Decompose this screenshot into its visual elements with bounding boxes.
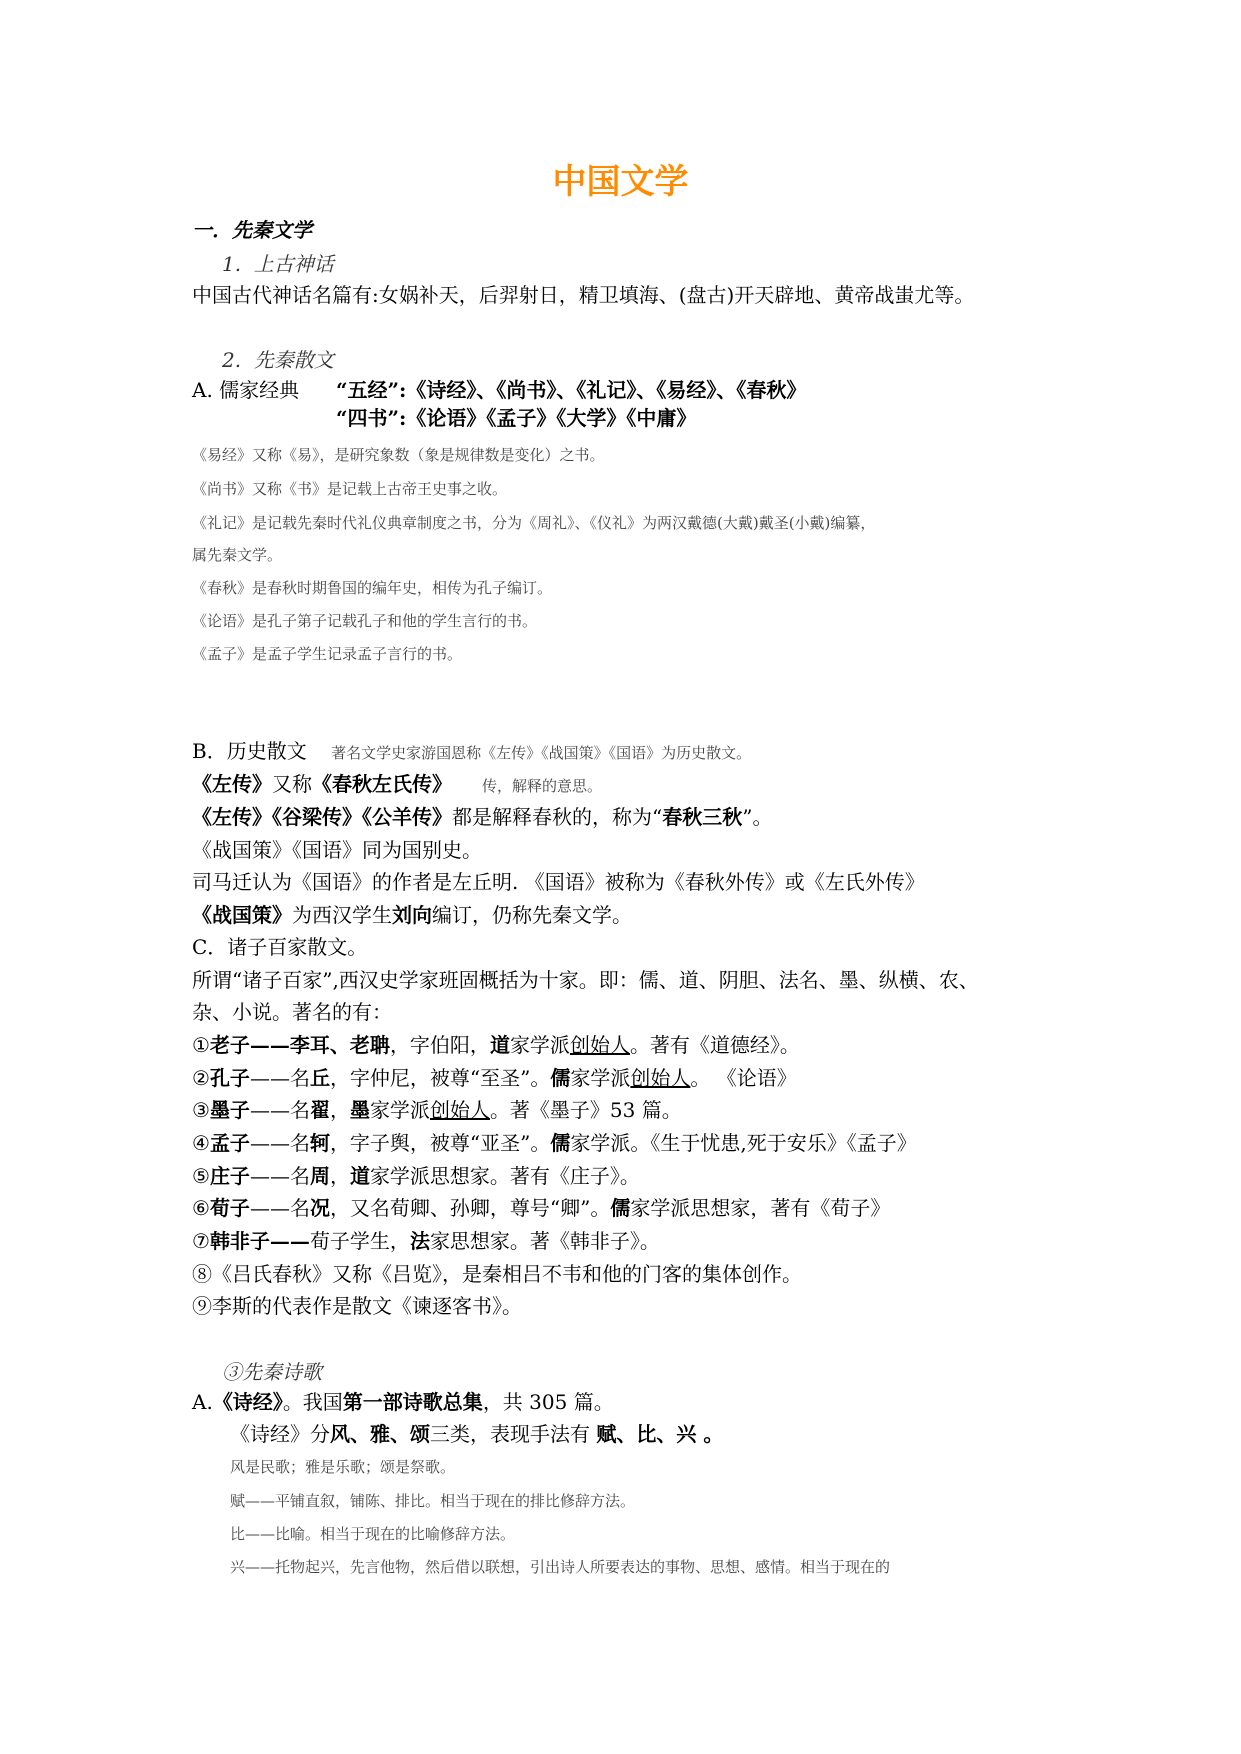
list-item-mengzi xyxy=(192,1129,917,1157)
text: 家学派。《生于忧患,死于安乐》《孟子》 xyxy=(570,1131,917,1155)
given-name: 周 xyxy=(309,1164,330,1188)
school: 法 xyxy=(409,1229,430,1253)
myth-text: 中国古代神话名篇有:女娲补天，后羿射日，精卫填海、(盘古)开天辟地、黄帝战蚩尤等。 xyxy=(192,283,975,307)
zuozhuan: 《左传》 xyxy=(192,772,272,796)
num: ⑤ xyxy=(192,1164,210,1188)
sishu-line: “四书”:《论语》《孟子》《大学》《中庸》 xyxy=(336,406,697,430)
text: 家学派思想家，著有《荀子》 xyxy=(630,1196,891,1220)
text: 家学派思想家。著有《庄子》。 xyxy=(369,1164,640,1188)
three-commentaries: 《左传》《谷梁传》《公羊传》 xyxy=(192,805,452,829)
name: 孟子 xyxy=(209,1131,250,1155)
text: ——名 xyxy=(249,1131,310,1155)
list-item-mozi xyxy=(192,1096,682,1124)
text: 。我国 xyxy=(282,1390,343,1414)
school: 道 xyxy=(489,1033,510,1057)
zhanguoce: 《战国策》 xyxy=(192,903,292,927)
note-liji-cont: 属先秦文学。 xyxy=(192,546,283,564)
label-b: B．历史散文 xyxy=(192,739,307,763)
text: ， xyxy=(329,1164,350,1188)
note-xing: 兴——托物起兴，先言他物，然后借以联想，引出诗人所要表达的事物、思想、感情。相当于现在的 xyxy=(230,1558,891,1576)
num: ③ xyxy=(192,1098,210,1122)
text: 为西汉学生 xyxy=(292,903,392,927)
name: 韩非子—— xyxy=(209,1229,310,1253)
note-yijing: 《易经》又称《易》，是研究象数（象是规律数是变化）之书。 xyxy=(192,446,605,464)
text: 。著有《道德经》。 xyxy=(629,1033,800,1057)
founder: 创始人 xyxy=(429,1098,490,1122)
num: ⑦ xyxy=(192,1229,210,1253)
note-liji: 《礼记》是记载先秦时代礼仪典章制度之书，分为《周礼》、《仪礼》为两汉戴德(大戴)戴圣(小戴)编纂， xyxy=(192,514,876,532)
text: ——名 xyxy=(249,1164,310,1188)
list-item-kongzi xyxy=(192,1064,797,1092)
text: 家学派 xyxy=(369,1098,430,1122)
liu-xiang: 刘向 xyxy=(392,903,432,927)
num: ④ xyxy=(192,1131,210,1155)
school: 儒 xyxy=(610,1196,631,1220)
text: ——名 xyxy=(249,1196,310,1220)
list-item-lisi: ⑨李斯的代表作是散文《谏逐客书》。 xyxy=(192,1294,522,1318)
name: 孔子 xyxy=(209,1066,250,1090)
history-prose-note: 著名文学史家游国恩称《左传》《战国策》《国语》为历史散文。 xyxy=(331,744,752,762)
zuozhuan-line xyxy=(192,770,602,798)
num: ⑥ xyxy=(192,1196,210,1220)
text: ——名 xyxy=(249,1066,310,1090)
wujing-line: “五经”:《诗经》、《尚书》、《礼记》、《易经》、《春秋》 xyxy=(336,378,807,402)
note-feng-ya-song: 风是民歌；雅是乐歌；颂是祭歌。 xyxy=(230,1458,456,1476)
text: 又称 xyxy=(272,772,312,796)
fu-bi-xing: 赋、比、兴 。 xyxy=(596,1422,724,1446)
list-item-hanfeizi xyxy=(192,1227,660,1255)
chunqiu-zuoshi: 《春秋左氏传》 xyxy=(312,772,452,796)
section-heading-pre-qin: 一．先秦文学 xyxy=(192,218,312,242)
text: ， xyxy=(329,1098,350,1122)
list-item-zhuangzi xyxy=(192,1162,640,1190)
text: ，字子舆，被尊“亚圣”。 xyxy=(329,1131,551,1155)
text: ”。 xyxy=(742,805,773,829)
hundred-schools-intro-cont: 杂、小说。著名的有： xyxy=(192,1000,392,1024)
note-bi: 比——比喻。相当于现在的比喻修辞方法。 xyxy=(230,1525,516,1543)
text: 。著《墨子》53 篇。 xyxy=(489,1098,682,1122)
text: 三类，表现手法有 xyxy=(430,1422,597,1446)
founder: 创始人 xyxy=(630,1066,691,1090)
list-item-laozi xyxy=(192,1031,800,1059)
school: 墨 xyxy=(349,1098,370,1122)
shijing: 《诗经》 xyxy=(212,1390,283,1414)
school: 儒 xyxy=(550,1066,571,1090)
text: ，共 305 篇。 xyxy=(482,1390,614,1414)
text: 都是解释春秋的，称为“ xyxy=(452,805,663,829)
history-prose-line xyxy=(192,737,751,765)
label-c: C．诸子百家散文。 xyxy=(192,935,368,959)
text: 家学派 xyxy=(509,1033,570,1057)
note-lunyu: 《论语》是孔子第子记载孔子和他的学生言行的书。 xyxy=(192,612,538,630)
hundred-schools-intro: 所谓“诸子百家”,西汉史学家班固概括为十家。即：儒、道、阴胆、法名、墨、纵横、农、 xyxy=(192,968,979,992)
name: 墨子 xyxy=(209,1098,250,1122)
note-fu: 赋——平铺直叙，铺陈、排比。相当于现在的排比修辞方法。 xyxy=(230,1492,636,1510)
note-mengzi: 《孟子》是孟子学生记录孟子言行的书。 xyxy=(192,645,463,663)
text: 编订，仍称先秦文学。 xyxy=(432,903,632,927)
chunqiu-sanqiu: 春秋三秋 xyxy=(662,805,743,829)
founder: 创始人 xyxy=(569,1033,630,1057)
given-name: 翟 xyxy=(309,1098,330,1122)
name: 荀子 xyxy=(209,1196,250,1220)
num: ② xyxy=(192,1066,210,1090)
text: 家学派 xyxy=(570,1066,631,1090)
three-commentaries-line xyxy=(192,803,772,831)
zhuan-note: 传，解释的意思。 xyxy=(482,777,603,795)
name: 庄子 xyxy=(209,1164,250,1188)
page-title: 中国文学 xyxy=(552,162,689,202)
text: ——名 xyxy=(249,1098,310,1122)
text: 《诗经》分 xyxy=(230,1422,330,1446)
text: 荀子学生， xyxy=(309,1229,410,1253)
school: 儒 xyxy=(550,1131,571,1155)
feng-ya-song: 风、雅、颂 xyxy=(330,1422,430,1446)
subheading-prose: 2. 先秦散文 xyxy=(222,348,334,372)
given-name: 轲 xyxy=(309,1131,330,1155)
guoyu-line: 司马迁认为《国语》的作者是左丘明. 《国语》被称为《春秋外传》或《左氏外传》 xyxy=(192,870,925,894)
guobie-line: 《战国策》《国语》同为国别史。 xyxy=(192,838,482,862)
text: 。 《论语》 xyxy=(690,1066,797,1090)
text: ，又名荀卿、孙卿，尊号“卿”。 xyxy=(329,1196,611,1220)
first-anthology: 第一部诗歌总集 xyxy=(342,1390,483,1414)
shijing-line xyxy=(192,1388,614,1416)
school: 道 xyxy=(349,1164,370,1188)
note-shangshu: 《尚书》又称《书》是记载上古帝王史事之收。 xyxy=(192,480,508,498)
confucian-classics-line xyxy=(192,376,299,404)
text: 家思想家。著《韩非子》。 xyxy=(429,1229,660,1253)
given-name: 况 xyxy=(309,1196,330,1220)
label-a: A. 儒家经典 xyxy=(192,378,300,402)
subheading-poetry: ③先秦诗歌 xyxy=(222,1360,322,1384)
zhanguoce-line xyxy=(192,901,632,929)
name: 老子——李耳、老聃 xyxy=(209,1033,390,1057)
text: ，字仲尼，被尊“至圣”。 xyxy=(329,1066,551,1090)
shijing-categories-line xyxy=(230,1420,723,1448)
subheading-myths: 1. 上古神话 xyxy=(222,252,334,276)
note-chunqiu: 《春秋》是春秋时期鲁国的编年史，相传为孔子编订。 xyxy=(192,579,553,597)
text: ，字伯阳， xyxy=(389,1033,490,1057)
given-name: 丘 xyxy=(309,1066,330,1090)
list-item-xunzi xyxy=(192,1194,890,1222)
list-item-lvshi-chunqiu: ⑧《吕氏春秋》又称《吕览》，是秦相吕不韦和他的门客的集体创作。 xyxy=(192,1262,802,1286)
label: A. xyxy=(192,1390,213,1414)
num: ① xyxy=(192,1033,210,1057)
